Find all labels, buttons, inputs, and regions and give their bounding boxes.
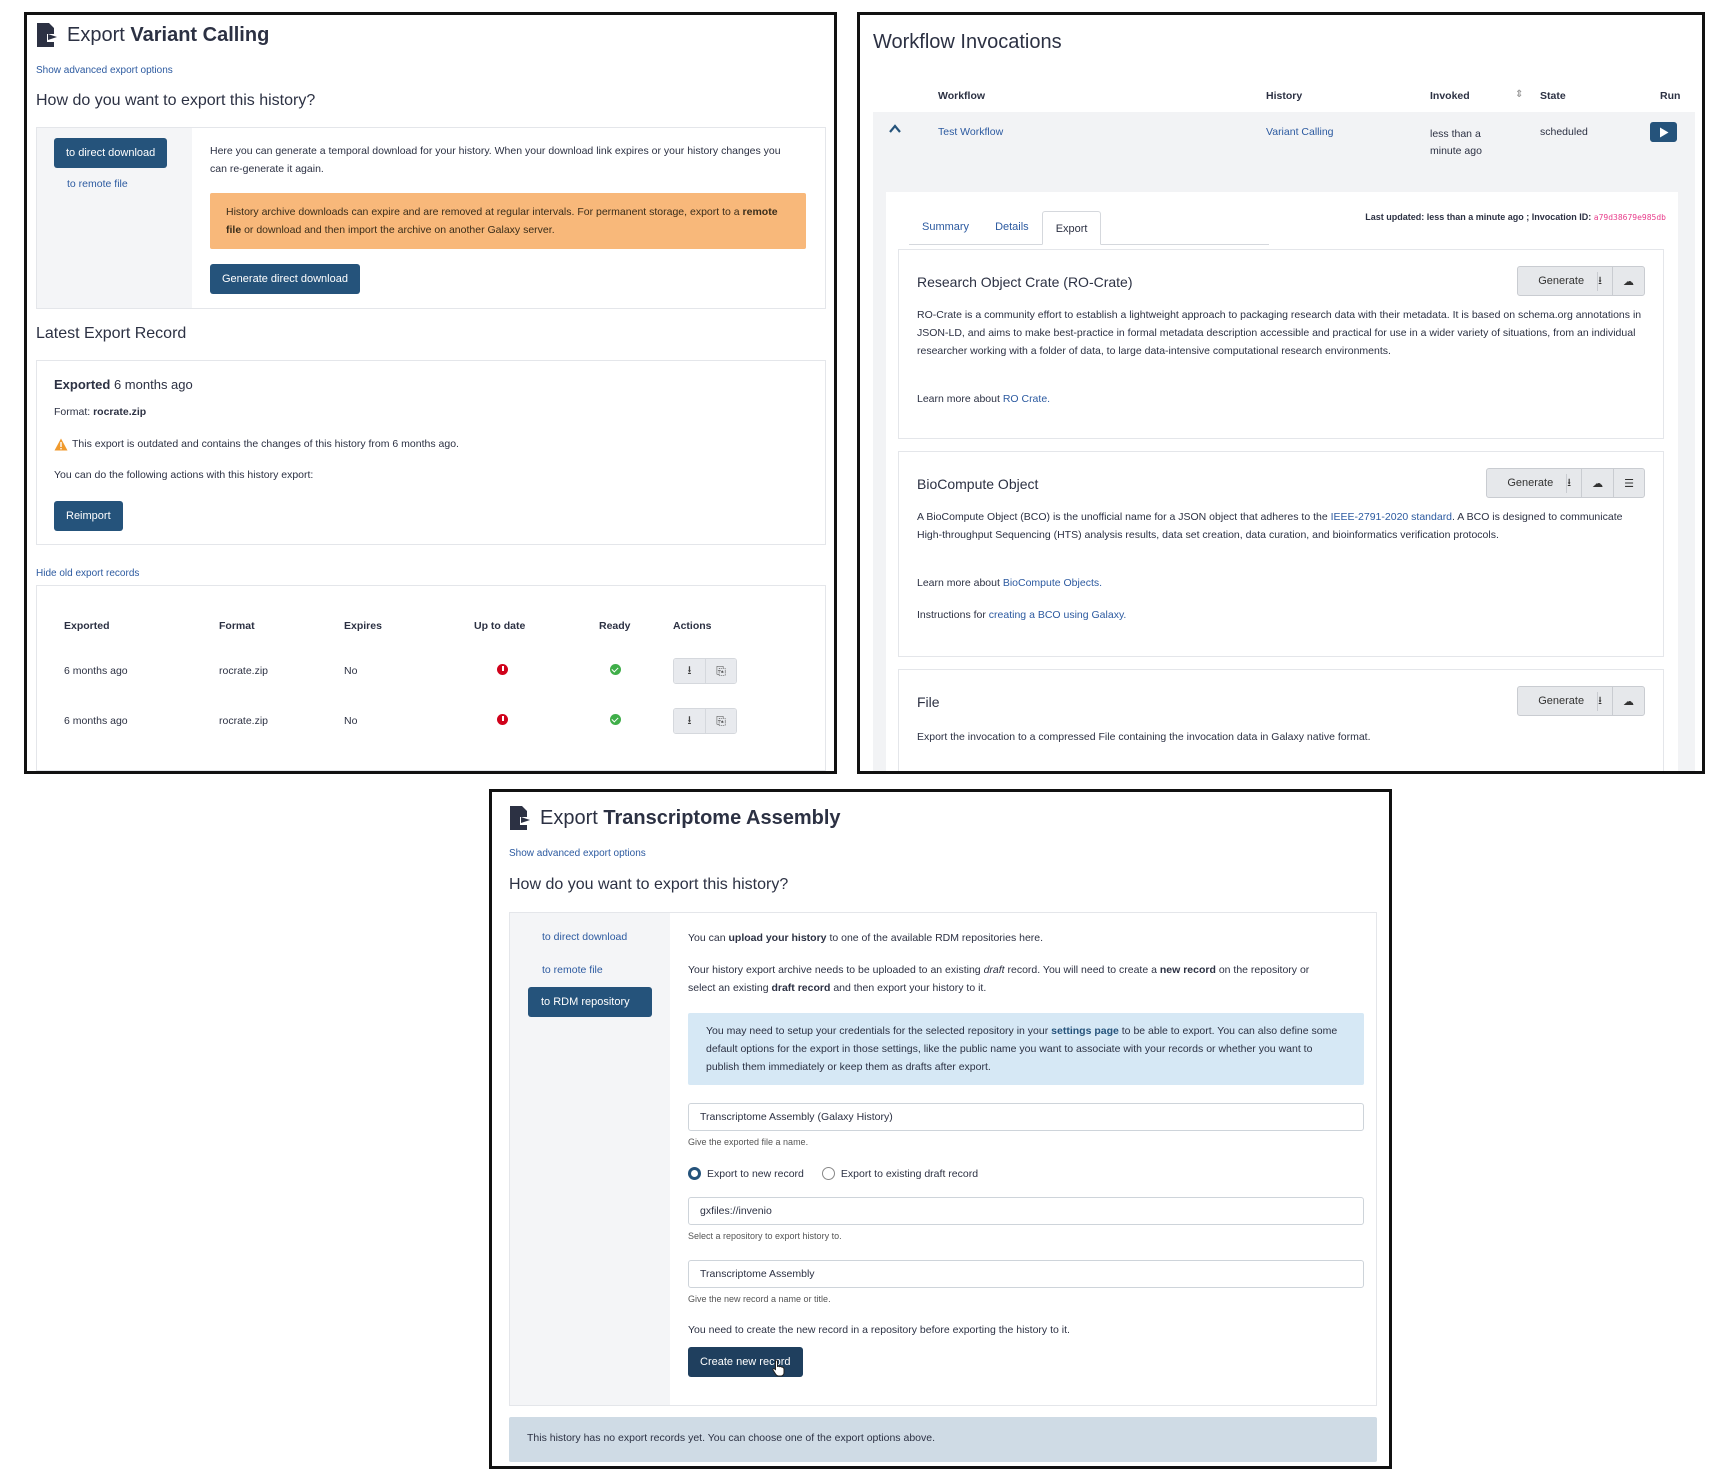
option-direct-download[interactable]: to direct download (542, 931, 628, 943)
rocrate-actions (1517, 266, 1645, 296)
history-name: Transcriptome Assembly (603, 806, 841, 829)
radio-new-record[interactable] (688, 1167, 701, 1180)
export-records-card (36, 585, 826, 771)
col-expires: Expires (344, 620, 382, 632)
rocrate-card (898, 249, 1664, 439)
bco-actions (1486, 468, 1645, 498)
record-type-radios (688, 1167, 978, 1180)
credentials-info: You may need to setup your credentials for the selected repository in your settings page to be able to export. You can also define some default options for the export in those settings, like the public name you want to associate with your records or whether you want to publish them immediately or keep them as drafts after export. (688, 1013, 1364, 1085)
invocations-table-header (860, 81, 1705, 111)
state-value: scheduled (1540, 126, 1588, 138)
history-name: Variant Calling (130, 23, 270, 46)
download-icon: ⭳ (1566, 474, 1571, 493)
col-workflow: Workflow (938, 90, 986, 102)
radio-existing-record-label: Export to existing draft record (840, 1167, 979, 1180)
col-exported: Exported (64, 620, 110, 632)
repository-group (688, 1197, 1364, 1241)
archive-warning: History archive downloads can expire and are removed at regular intervals. For permanent storage, export to a remote file or download and then import the archive on another Galaxy server. (210, 193, 806, 249)
invoked-time: less than a minute ago (1430, 128, 1482, 157)
file-name-group (688, 1103, 1364, 1147)
option-remote-file[interactable]: to remote file (67, 178, 128, 190)
outdated-icon (497, 714, 508, 725)
biocompute-link[interactable]: BioCompute Objects. (1002, 577, 1103, 589)
table-row: 6 months ago rocrate.zip No ⭳ ⎘ (64, 646, 764, 696)
play-icon (1659, 127, 1669, 138)
bco-generate-button[interactable]: Generate ⭳ (1487, 469, 1581, 497)
history-link[interactable]: Variant Calling (1266, 126, 1334, 138)
rocrate-generate-button[interactable]: Generate ⭳ (1518, 267, 1612, 295)
exported-status: Exported 6 months ago (54, 377, 193, 392)
repository-input[interactable]: gxfiles://invenio (688, 1197, 1364, 1225)
bco-description: A BioCompute Object (BCO) is the unofficial name for a JSON object that adheres to the IEEE-2791-2020 standard. A BCO is designed to communicate High-throughput Sequencing (HTS) analysis results, data set creation, data curation, and bioinformatics verification protocols. (917, 511, 1623, 541)
col-up-to-date: Up to date (474, 620, 526, 632)
outdated-warning: This export is outdated and contains the changes of this history from 6 months ago. (54, 435, 459, 453)
latest-export-heading: Latest Export Record (36, 325, 187, 342)
file-description: Export the invocation to a compressed File containing the invocation data in Galaxy native format. (917, 731, 1371, 743)
advanced-options-link[interactable]: Show advanced export options (36, 65, 173, 76)
options-nav (510, 913, 670, 1405)
export-options-card (36, 127, 826, 309)
col-actions: Actions (673, 620, 712, 632)
invocation-row[interactable] (873, 112, 1695, 178)
col-invoked: Invoked (1430, 90, 1470, 102)
rocrate-description: RO-Crate is a community effort to establish a lightweight approach to packaging research data with their metadata. It is based on schema.org annotations in JSON-LD, and aims to make best-practice in formal metadata description accessible and practical for use in a wider variety of situations, from an individual researcher working with a folder of data, to large data-intensive computational research environments. (917, 309, 1642, 357)
file-name-help: Give the exported file a name. (688, 1137, 809, 1147)
export-records-table (64, 606, 764, 746)
export-variant-panel (24, 12, 837, 774)
create-bco-link[interactable]: creating a BCO using Galaxy. (988, 609, 1127, 621)
import-file-icon[interactable]: ⎘ (705, 659, 736, 683)
file-actions (1517, 686, 1645, 716)
title-prefix: Export (67, 23, 125, 46)
direct-download-description: Here you can generate a temporal download for your history. When your download link expires or your history changes you can re-generate it again. (210, 145, 781, 175)
file-export-icon (508, 805, 532, 831)
invocation-tabs (909, 210, 1269, 245)
ready-check-icon (610, 714, 621, 725)
export-question: How do you want to export this history? (509, 876, 789, 893)
cloud-upload-icon[interactable]: ☁ (1612, 687, 1644, 715)
title-prefix: Export (540, 806, 598, 829)
options-nav (37, 128, 192, 308)
latest-export-card (36, 360, 826, 545)
settings-page-link[interactable]: settings page (1051, 1025, 1119, 1037)
bco-card (898, 451, 1664, 657)
page-title (508, 805, 841, 831)
ready-check-icon (610, 664, 621, 675)
col-ready: Ready (599, 620, 631, 632)
run-button[interactable] (1650, 122, 1677, 142)
radio-existing-record[interactable] (822, 1167, 835, 1180)
hide-old-records-link[interactable]: Hide old export records (36, 568, 140, 579)
download-icon[interactable]: ⭳ (674, 659, 705, 683)
col-format: Format (219, 620, 255, 632)
export-transcriptome-panel (489, 789, 1392, 1469)
create-record-note: You need to create the new record in a repository before exporting the history to it. (688, 1324, 1070, 1336)
rdm-explanation: Your history export archive needs to be uploaded to an existing draft record. You will need to create a new record on the repository or select an existing draft record and then export your history to it. (688, 964, 1310, 994)
cloud-upload-icon[interactable]: ☁ (1581, 469, 1613, 497)
col-history: History (1266, 90, 1303, 102)
repository-help: Select a repository to export history to. (688, 1231, 842, 1241)
database-icon[interactable]: ☰ (1613, 469, 1644, 497)
bco-learn-more: Learn more about BioCompute Objects. (917, 577, 1103, 589)
invocations-title: Workflow Invocations (873, 31, 1062, 53)
warning-icon (54, 438, 68, 451)
advanced-options-link[interactable]: Show advanced export options (509, 848, 646, 859)
row-actions (673, 658, 737, 684)
create-new-record-button[interactable]: Create new record (688, 1347, 803, 1377)
rocrate-link[interactable]: RO Crate. (1002, 393, 1051, 405)
record-name-help: Give the new record a name or title. (688, 1294, 831, 1304)
record-name-group (688, 1260, 1364, 1304)
export-format: Format: rocrate.zip (54, 406, 147, 418)
reimport-button[interactable]: Reimport (54, 501, 123, 531)
file-title: File (917, 694, 940, 710)
file-card (898, 669, 1664, 774)
rdm-export-card (509, 912, 1377, 1406)
table-header-row (64, 606, 764, 646)
download-icon: ⭳ (1597, 692, 1602, 711)
no-export-records-notice: This history has no export records yet. You can choose one of the export options above. (509, 1417, 1377, 1462)
rocrate-learn-more: Learn more about RO Crate. (917, 393, 1051, 405)
file-name-input[interactable]: Transcriptome Assembly (Galaxy History) (688, 1103, 1364, 1131)
download-icon: ⭳ (1597, 272, 1602, 291)
record-name-input[interactable]: Transcriptome Assembly (688, 1260, 1364, 1288)
download-icon[interactable]: ⭳ (674, 709, 705, 733)
sort-icon[interactable]: ⇕ (1515, 89, 1524, 100)
collapse-chevron-icon[interactable] (888, 122, 902, 136)
option-rdm-repository[interactable]: to RDM repository (528, 987, 652, 1017)
workflow-invocations-panel (857, 12, 1705, 774)
col-state: State (1540, 90, 1566, 102)
detail-inner (886, 192, 1678, 774)
bco-instructions: Instructions for creating a BCO using Galaxy. (917, 609, 1127, 621)
page-title (35, 22, 269, 48)
export-question: How do you want to export this history? (36, 92, 316, 109)
option-remote-file[interactable]: to remote file (542, 964, 603, 976)
bco-title: BioCompute Object (917, 476, 1039, 492)
invocation-id: a79d38679e985db (1593, 213, 1666, 222)
row-actions (673, 708, 737, 734)
option-direct-download[interactable]: to direct download (54, 138, 167, 168)
import-file-icon[interactable]: ⎘ (705, 709, 736, 733)
actions-message: You can do the following actions with this history export: (54, 469, 314, 481)
rocrate-title: Research Object Crate (RO-Crate) (917, 274, 1133, 290)
rdm-intro: You can upload your history to one of the available RDM repositories here. (688, 932, 1044, 944)
file-export-icon (35, 22, 59, 48)
col-run: Run (1660, 90, 1681, 102)
ieee-standard-link[interactable]: IEEE-2791-2020 standard (1330, 511, 1453, 523)
table-row: 6 months ago rocrate.zip No ⭳ ⎘ (64, 696, 764, 746)
generate-direct-download-button[interactable]: Generate direct download (210, 264, 360, 294)
outdated-icon (497, 664, 508, 675)
workflow-link[interactable]: Test Workflow (938, 126, 1004, 138)
tab-export[interactable]: Export (1042, 211, 1102, 245)
last-updated: Last updated: less than a minute ago ; Invocation ID: a79d38679e985db (1365, 212, 1666, 222)
file-generate-button[interactable]: Generate ⭳ (1518, 687, 1612, 715)
invocation-detail (873, 178, 1695, 774)
mouse-cursor-icon (772, 1359, 786, 1377)
radio-new-record-label: Export to new record (707, 1167, 804, 1180)
tab-summary[interactable]: Summary (922, 221, 970, 233)
cloud-upload-icon[interactable]: ☁ (1612, 267, 1644, 295)
tab-details[interactable]: Details (995, 221, 1029, 233)
